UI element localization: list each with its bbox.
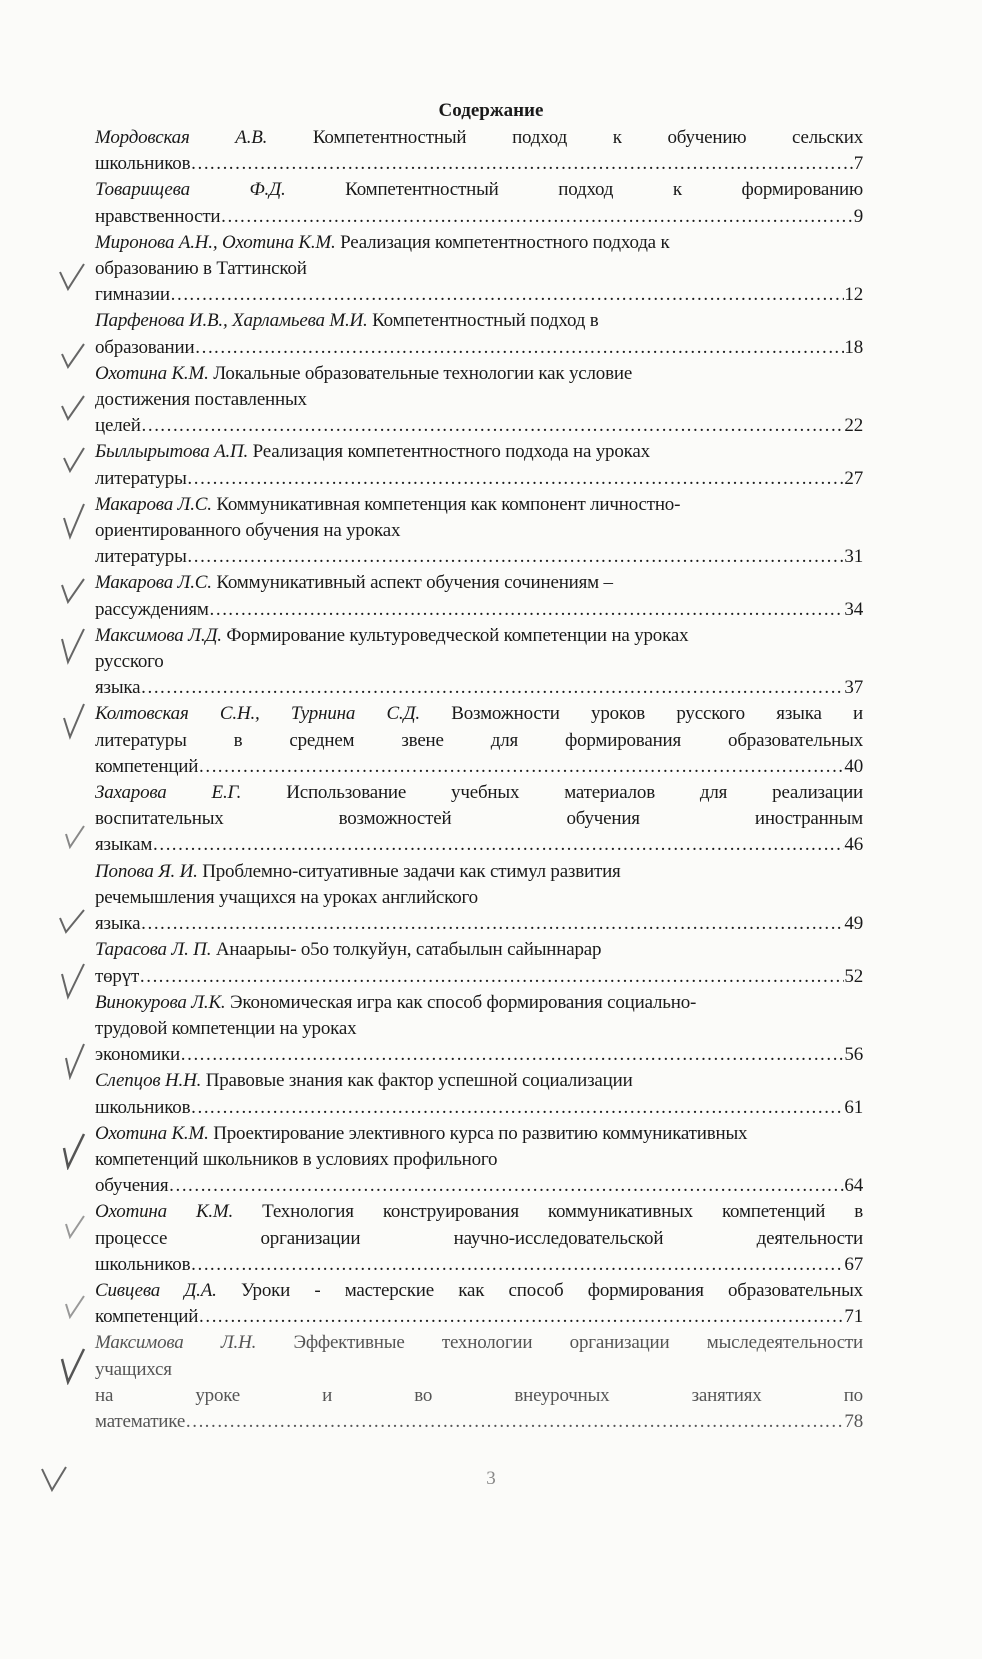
toc-entry bbox=[95, 701, 863, 780]
checkmark-icon bbox=[58, 392, 88, 422]
toc-title-text: Эффективные технологии организации мыследеятельности bbox=[293, 1332, 863, 1354]
toc-page-number: 56 bbox=[844, 1044, 863, 1066]
toc-title-text: языка bbox=[95, 677, 141, 699]
dot-leader bbox=[139, 964, 844, 990]
dot-leader bbox=[198, 1304, 844, 1330]
dot-leader bbox=[194, 335, 844, 361]
toc-page-number: 40 bbox=[844, 755, 863, 777]
toc-title-text: процессе организации научно-исследовательской деятельности bbox=[95, 1227, 863, 1249]
toc-title-text: школьников bbox=[95, 1096, 191, 1118]
toc-title-text: Экономическая игра как способ формирования социально- bbox=[230, 991, 697, 1013]
checkmark-icon bbox=[58, 1130, 88, 1170]
checkmark-icon bbox=[58, 444, 88, 474]
dot-leader bbox=[141, 413, 845, 439]
toc-title-text: целей bbox=[95, 415, 141, 437]
toc-entry bbox=[95, 177, 863, 229]
toc-entry bbox=[95, 492, 863, 571]
toc-title-text: на уроке и во внеурочных занятиях по bbox=[95, 1384, 863, 1406]
toc-title-text: Анаарыы- о5о толкуйун, сатабылын сайыннарар bbox=[215, 939, 602, 961]
toc-page-number: 9 bbox=[853, 205, 863, 227]
toc-title-text: ориентированного обучения на уроках bbox=[95, 520, 401, 542]
toc-page-number: 7 bbox=[853, 153, 863, 175]
toc-entry bbox=[95, 1278, 863, 1330]
dot-leader bbox=[187, 466, 845, 492]
toc-title-text: Коммуникативная компетенция как компонент личностно- bbox=[216, 493, 681, 515]
toc-entry bbox=[95, 1199, 863, 1278]
toc-page-number: 18 bbox=[844, 336, 863, 358]
toc-title-text: гимназии bbox=[95, 284, 170, 306]
toc-title-text: воспитательных возможностей обучения иностранным bbox=[95, 808, 863, 830]
toc-title-text: төрүт bbox=[95, 965, 140, 987]
toc-title-text: Компетентностный подход к формированию bbox=[345, 179, 863, 201]
toc-title-text: обучения bbox=[95, 1175, 169, 1197]
checkmark-icon bbox=[58, 908, 88, 938]
toc-author: Слепцов Н.Н. bbox=[95, 1070, 202, 1092]
toc-title-text: компетенций bbox=[95, 1306, 199, 1328]
toc-title-text: Локальные образовательные технологии как условие bbox=[213, 362, 633, 384]
toc-author: Парфенова И.В., Харламьева М.И. bbox=[95, 310, 368, 332]
toc-page-number: 37 bbox=[844, 677, 863, 699]
toc-title-text: Компетентностный подход в bbox=[372, 310, 599, 332]
dot-leader bbox=[168, 1173, 844, 1199]
toc-title-text: Коммуникативный аспект обучения сочинениям – bbox=[216, 572, 613, 594]
toc-author: Охотина К.М. bbox=[95, 1201, 234, 1223]
toc-title-text: Реализация компетентностного подхода к bbox=[340, 231, 670, 253]
checkmark-icon bbox=[58, 1290, 88, 1320]
toc-author: Быллырытова А.П. bbox=[95, 441, 249, 463]
toc-page-number: 49 bbox=[844, 913, 863, 935]
toc-title-text: русского bbox=[95, 651, 164, 673]
toc-entry bbox=[95, 570, 863, 622]
toc-title-text: литературы в среднем звене для формирования образовательных bbox=[95, 729, 863, 751]
toc-title-text: языкам bbox=[95, 834, 153, 856]
checkmark-icon bbox=[58, 700, 88, 740]
toc-page-number: 22 bbox=[844, 415, 863, 437]
checkmark-icon bbox=[58, 820, 88, 850]
page-title: Содержание bbox=[438, 100, 544, 121]
page-number: 3 bbox=[486, 1468, 496, 1489]
dot-leader bbox=[190, 1095, 844, 1121]
toc-author: Охотина К.М. bbox=[95, 362, 209, 384]
toc-page-number: 78 bbox=[844, 1410, 863, 1432]
toc-entry bbox=[95, 361, 863, 440]
toc-entry bbox=[95, 1121, 863, 1200]
toc-title-text: нравственности bbox=[95, 205, 221, 227]
toc-title-text: Технология конструирования коммуникативных компетенций в bbox=[262, 1201, 863, 1223]
toc-title-text: рассуждениям bbox=[95, 598, 209, 620]
toc-title-text: экономики bbox=[95, 1044, 181, 1066]
toc-title-text: компетенций bbox=[95, 755, 199, 777]
dot-leader bbox=[185, 1409, 844, 1435]
toc-title-text: Проектирование элективного курса по развитию коммуникативных bbox=[213, 1122, 748, 1144]
toc-author: Максимова Л.Н. bbox=[95, 1332, 257, 1354]
checkmark-icon bbox=[58, 575, 88, 605]
toc-title-text: литературы bbox=[95, 467, 187, 489]
toc-author: Миронова А.Н., Охотина К.М. bbox=[95, 231, 336, 253]
toc-entry bbox=[95, 125, 863, 177]
checkmark-icon bbox=[58, 500, 88, 540]
toc-page-number: 46 bbox=[844, 834, 863, 856]
toc-author: Захарова Е.Г. bbox=[95, 782, 242, 804]
toc-author: Мордовская А.В. bbox=[95, 127, 268, 148]
dot-leader bbox=[170, 282, 845, 308]
toc-author: Максимова Л.Д. bbox=[95, 624, 222, 646]
dot-leader bbox=[140, 675, 844, 701]
toc-author: Винокурова Л.К. bbox=[95, 991, 226, 1013]
toc-title-text: Реализация компетентностного подхода на уроках bbox=[252, 441, 650, 463]
dot-leader bbox=[152, 832, 844, 858]
checkmark-icon bbox=[58, 340, 88, 370]
toc-title-text: речемышления учащихся на уроках английского bbox=[95, 886, 478, 908]
toc-author: Сивцева Д.А. bbox=[95, 1279, 217, 1301]
toc-page-number: 34 bbox=[844, 598, 863, 620]
toc-entry bbox=[95, 230, 863, 309]
toc-title-text: языка bbox=[95, 913, 141, 935]
toc-title-text: Правовые знания как фактор успешной социализации bbox=[205, 1070, 633, 1092]
toc-page-number: 71 bbox=[844, 1306, 863, 1328]
checkmark-icon bbox=[58, 1345, 88, 1385]
dot-leader bbox=[198, 754, 844, 780]
toc-author: Охотина К.М. bbox=[95, 1122, 209, 1144]
toc-title-text: трудовой компетенции на уроках bbox=[95, 1017, 357, 1039]
toc-author: Макарова Л.С. bbox=[95, 493, 212, 515]
table-of-contents bbox=[95, 125, 863, 1435]
toc-page-number: 12 bbox=[844, 284, 863, 306]
toc-title-text: Проблемно-ситуативные задачи как стимул развития bbox=[202, 860, 621, 882]
toc-entry bbox=[95, 1068, 863, 1120]
toc-title-text: математике bbox=[95, 1410, 186, 1432]
checkmark-icon bbox=[40, 1463, 70, 1493]
dot-leader bbox=[190, 1252, 844, 1278]
checkmark-icon bbox=[58, 262, 88, 292]
dot-leader bbox=[180, 1042, 844, 1068]
dot-leader bbox=[140, 911, 844, 937]
checkmark-icon bbox=[58, 625, 88, 665]
toc-title-text: Использование учебных материалов для реализации bbox=[286, 782, 864, 804]
toc-entry bbox=[95, 1330, 863, 1435]
toc-page-number: 31 bbox=[844, 546, 863, 568]
toc-author: Макарова Л.С. bbox=[95, 572, 212, 594]
dot-leader bbox=[209, 597, 845, 623]
toc-title-text: Компетентностный подход к обучению сельских bbox=[312, 127, 863, 148]
toc-title-text: учащихся bbox=[95, 1358, 172, 1380]
toc-page-number: 61 bbox=[844, 1096, 863, 1118]
toc-author: Колтовская С.Н., Турнина С.Д. bbox=[95, 703, 420, 725]
toc-entry bbox=[95, 937, 863, 989]
toc-entry bbox=[95, 623, 863, 702]
toc-title-text: школьников bbox=[95, 1253, 191, 1275]
toc-author: Товарищева Ф.Д. bbox=[95, 179, 286, 201]
toc-entry bbox=[95, 780, 863, 859]
dot-leader bbox=[187, 544, 845, 570]
toc-title-text: образованию в Таттинской bbox=[95, 258, 307, 280]
toc-author: Тарасова Л. П. bbox=[95, 939, 212, 961]
dot-leader bbox=[220, 204, 853, 230]
toc-page-number: 64 bbox=[844, 1175, 863, 1197]
toc-title-text: компетенций школьников в условиях профильного bbox=[95, 1148, 498, 1170]
toc-title-text: Уроки - мастерские как способ формирования образовательных bbox=[240, 1279, 863, 1301]
dot-leader bbox=[190, 151, 853, 177]
toc-page-number: 27 bbox=[844, 467, 863, 489]
toc-title-text: Формирование культуроведческой компетенции на уроках bbox=[226, 624, 689, 646]
toc-entry bbox=[95, 308, 863, 360]
toc-entry bbox=[95, 990, 863, 1069]
toc-author: Попова Я. И. bbox=[95, 860, 198, 882]
toc-title-text: школьников bbox=[95, 153, 191, 175]
toc-entry bbox=[95, 439, 863, 491]
toc-title-text: литературы bbox=[95, 546, 187, 568]
checkmark-icon bbox=[58, 1210, 88, 1240]
checkmark-icon bbox=[58, 960, 88, 1000]
toc-title-text: Возможности уроков русского языка и bbox=[451, 703, 863, 725]
toc-title-text: достижения поставленных bbox=[95, 389, 307, 411]
toc-page-number: 52 bbox=[844, 965, 863, 987]
toc-page-number: 67 bbox=[844, 1253, 863, 1275]
toc-entry bbox=[95, 859, 863, 938]
toc-title-text: образовании bbox=[95, 336, 195, 358]
checkmark-icon bbox=[58, 1040, 88, 1080]
